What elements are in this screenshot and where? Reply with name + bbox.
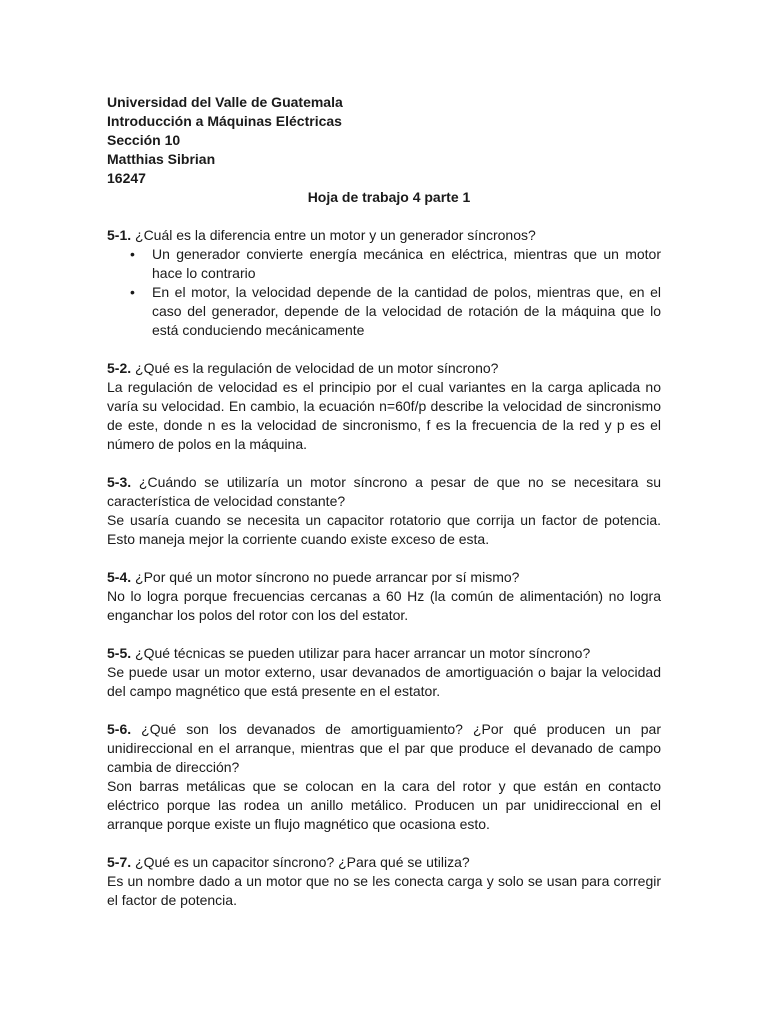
question — [107, 720, 661, 777]
question-number: 5-3. — [107, 474, 132, 490]
question-text: ¿Cuál es la diferencia entre un motor y un generador síncronos? — [135, 227, 536, 243]
section-number: Sección 10 — [107, 132, 181, 148]
question-text: ¿Cuándo se utilizaría un motor síncrono a pesar de que no se necesitara su característica de velocidad constante? — [107, 474, 662, 509]
question-number: 5-1. — [107, 227, 132, 243]
document-title: Hoja de trabajo 4 parte 1 — [307, 189, 471, 205]
answer-text: La regulación de velocidad es el principio por el cual variantes en la carga aplicada no varía su velocidad. En cambio, la ecuación n=60f/p describe la velocidad de sincronismo de este, donde n es la velocidad de sincronismo, f es la frecuencia de la red y p es el número de polos en la máquina. — [107, 379, 661, 452]
question — [107, 226, 661, 245]
qa-item — [107, 720, 661, 834]
bullet-icon: • — [130, 246, 135, 262]
answer-bullet — [130, 245, 661, 283]
question — [107, 853, 661, 872]
university-name: Universidad del Valle de Guatemala — [107, 94, 343, 110]
answer-text: Es un nombre dado a un motor que no se les conecta carga y solo se usan para corregir el factor de potencia. — [107, 873, 661, 908]
bullet-text: En el motor, la velocidad depende de la cantidad de polos, mientras que, en el caso del generador, depende de la velocidad de rotación de la máquina que lo está conduciendo mecánicamente — [152, 284, 661, 338]
qa-item — [107, 359, 661, 454]
question-text: ¿Por qué un motor síncrono no puede arrancar por sí mismo? — [135, 569, 520, 585]
question-number: 5-2. — [107, 360, 132, 376]
question-number: 5-4. — [107, 569, 132, 585]
question — [107, 568, 661, 587]
answer-bullet-list — [107, 245, 661, 340]
qa-item — [107, 644, 661, 701]
bullet-text: Un generador convierte energía mecánica en eléctrica, mientras que un motor hace lo contrario — [152, 246, 661, 281]
header-block — [107, 93, 661, 188]
answer-bullet — [130, 283, 661, 340]
question-text: ¿Qué es la regulación de velocidad de un motor síncrono? — [135, 360, 499, 376]
student-id: 16247 — [107, 170, 146, 186]
question-number: 5-7. — [107, 854, 132, 870]
answer-text: Son barras metálicas que se colocan en la cara del rotor y que están en contacto eléctrico porque las rodea un anillo metálico. Producen un par unidireccional en el arranque porque existe un flujo magnético que ocasiona esto. — [107, 778, 661, 832]
answer-text: No lo logra porque frecuencias cercanas a 60 Hz (la común de alimentación) no logra enganchar los polos del rotor con los del estator. — [107, 588, 661, 623]
question-text: ¿Qué es un capacitor síncrono? ¿Para qué se utiliza? — [135, 854, 470, 870]
question — [107, 644, 661, 663]
qa-item — [107, 853, 661, 910]
document-body — [107, 93, 661, 929]
course-name: Introducción a Máquinas Eléctricas — [107, 113, 342, 129]
qa-item — [107, 568, 661, 625]
qa-item — [107, 226, 661, 340]
bullet-icon: • — [130, 284, 135, 300]
question-text: ¿Qué son los devanados de amortiguamiento? ¿Por qué producen un par unidireccional en el arranque, mientras que el par que produce el devanado de campo cambia de dirección? — [107, 721, 662, 775]
qa-item — [107, 473, 661, 549]
question — [107, 473, 661, 511]
answer-text: Se puede usar un motor externo, usar devanados de amortiguación o bajar la velocidad del campo magnético que está presente en el estator. — [107, 664, 661, 699]
question-text: ¿Qué técnicas se pueden utilizar para hacer arrancar un motor síncrono? — [135, 645, 591, 661]
question-number: 5-5. — [107, 645, 132, 661]
student-name: Matthias Sibrian — [107, 151, 216, 167]
question — [107, 359, 661, 378]
question-number: 5-6. — [107, 721, 132, 737]
answer-text: Se usaría cuando se necesita un capacitor rotatorio que corrija un factor de potencia. Esto maneja mejor la corriente cuando existe exceso de esta. — [107, 512, 661, 547]
